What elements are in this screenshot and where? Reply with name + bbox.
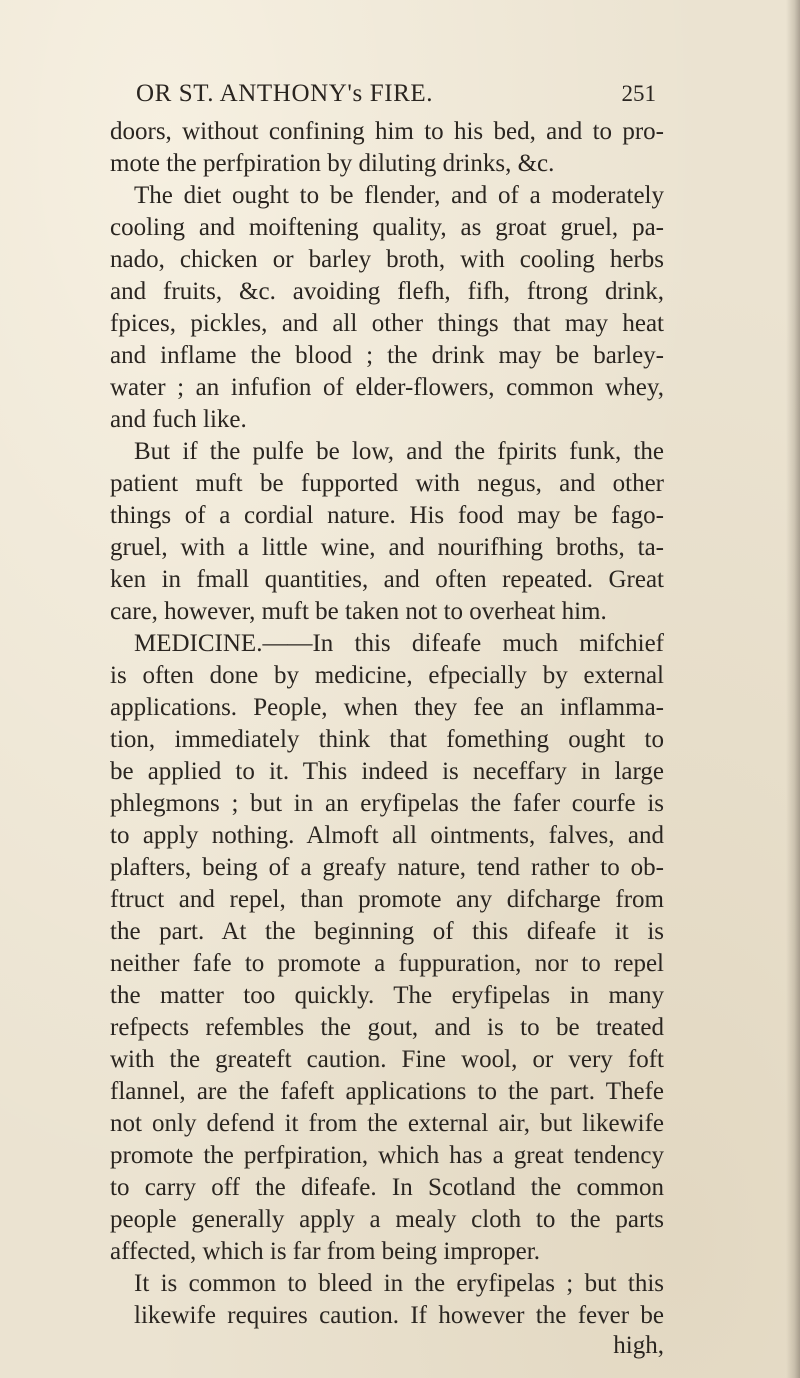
page-number: 251 [621, 81, 656, 106]
text-line: is often done by medicine, efpecially by external [110, 662, 664, 689]
text-line: affected, which is far from being improper. [110, 1238, 540, 1265]
text-line: MEDICINE.——In this difeafe much mifchief [134, 630, 664, 657]
text-line: and inflame the blood ; the drink may be barley- [110, 342, 664, 369]
text-line: promote the perfpiration, which has a great tendency [110, 1142, 664, 1169]
text-line: applications. People, when they fee an inflamma- [110, 694, 664, 721]
text-line: ftruct and repel, than promote any difcharge from [110, 886, 664, 913]
text-line: to carry off the difeafe. In Scotland the common [110, 1174, 664, 1201]
text-line: water ; an infufion of elder-flowers, common whey, [110, 374, 664, 401]
text-line: be applied to it. This indeed is neceffary in large [110, 758, 664, 785]
text-line: care, however, muft be taken not to overheat him. [110, 598, 607, 625]
catchword: high, [613, 1332, 664, 1359]
text-line: patient muft be fupported with negus, and other [110, 470, 664, 497]
text-line: ken in fmall quantities, and often repeated. Great [110, 566, 664, 593]
text-line: The diet ought to be flender, and of a moderately [134, 182, 664, 209]
text-line: It is common to bleed in the eryfipelas ; but this [134, 1270, 664, 1297]
text-line: and fruits, &c. avoiding flefh, fifh, ftrong drink, [110, 278, 664, 305]
text-line: neither fafe to promote a fuppuration, nor to repel [110, 950, 664, 977]
text-line: tion, immediately think that fomething ought to [110, 726, 664, 753]
text-line: the part. At the beginning of this difeafe it is [110, 918, 664, 945]
text-line: likewife requires caution. If however the fever be [134, 1302, 664, 1329]
running-title: OR ST. ANTHONY's FIRE. [136, 80, 434, 107]
text-line: cooling and moiftening quality, as groat gruel, pa- [110, 214, 664, 241]
text-line: with the greateft caution. Fine wool, or very foft [110, 1046, 664, 1073]
text-line: flannel, are the fafeft applications to the part. Thefe [110, 1078, 664, 1105]
text-line: not only defend it from the external air, but likewife [110, 1110, 664, 1137]
text-line: phlegmons ; but in an eryfipelas the fafer courfe is [110, 790, 664, 817]
text-line: But if the pulfe be low, and the fpirits funk, the [134, 438, 664, 465]
text-line: people generally apply a mealy cloth to the parts [110, 1206, 664, 1233]
text-line: the matter too quickly. The eryfipelas in many [110, 982, 664, 1009]
text-line: and fuch like. [110, 406, 247, 433]
text-line: gruel, with a little wine, and nourifhing broths, ta- [110, 534, 664, 561]
text-line: things of a cordial nature. His food may be fago- [110, 502, 664, 529]
text-line: refpects refembles the gout, and is to be treated [110, 1014, 664, 1041]
text-line: doors, without confining him to his bed, and to pro- [110, 118, 664, 145]
text-line: nado, chicken or barley broth, with cooling herbs [110, 246, 664, 273]
text-line: fpices, pickles, and all other things that may heat [110, 310, 664, 337]
text-line: mote the perfpiration by diluting drinks, &c. [110, 150, 555, 177]
text-line: plafters, being of a greafy nature, tend rather to ob- [110, 854, 664, 881]
text-line: to apply nothing. Almoft all ointments, falves, and [110, 822, 664, 849]
